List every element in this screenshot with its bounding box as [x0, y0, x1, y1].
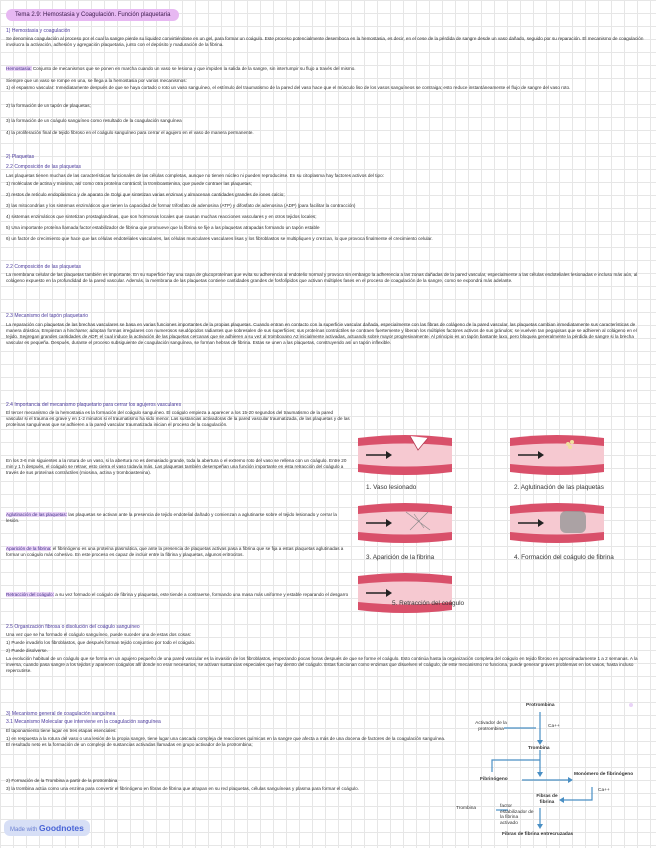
- retraccion-text: a su vez formado el coágulo de fibrina y plaquetas, este tiende a contraerse, formando una masa más uniforme y estable reparando el desgarro: [55, 592, 349, 597]
- node-protrombina: Protrombina: [526, 703, 555, 708]
- paragraph-aglutinacion: [6, 512, 351, 524]
- node-activador: Activador de la protrombina: [475, 721, 507, 732]
- coagulation-stages-figure: [356, 428, 654, 616]
- vessel-illustration-3: [358, 496, 452, 550]
- paragraph-tercer-mecanismo: El tercer mecanismo de la hemostasia es la formación del coágulo sanguíneo. El coágulo empieza a aparecer a los 15-20 segundos del traumatismo de la pared vascular si el trauma es grave y en 1-2 minutos si el traumatismo ha sido menor. Las sustancias activadoras de la pared vascular traumatizada, de las plaquetas y de las proteínas sanguíneas que se adhieren a la pared vascular traumatizada inician el proceso de la coagulación.: [6, 410, 350, 427]
- heading-mecanismo-general: 3) Mecanismo general de coagulación sanguínea: [6, 711, 116, 717]
- organizacion-item-2: 2) Puede disolverse.: [6, 648, 48, 653]
- hemostasia-line2: Siempre que un vaso se rompe en una, se llega a la hemostasia por varios mecanismos:: [6, 78, 187, 83]
- badge-brand: Goodnotes: [39, 823, 84, 833]
- plaquetas-item-3: 3) las mitocondrias y los sistemas enzimáticos que tienen la capacidad de formar trifosfato de adenosina (ATP) y difosfato de adenosina (ADP) (para facilitar la contracción): [6, 203, 356, 208]
- figure-label-3: 3. Aparición de la fibrina: [366, 554, 435, 561]
- heading-composicion-membrana: 2.2 Composición de las plaquetas: [6, 264, 82, 270]
- mecanismo-step-3: 3) la trombina actúa como una enzima para convertir el fibrinógeno en fibras de fibrina que atrapan en su red plaquetas, células sanguíneas y plasma para formar el coágulo.: [6, 786, 359, 791]
- heading-tapon-plaquetario: 2.3 Mecanismo del tapón plaquetario: [6, 313, 88, 319]
- paragraph-tapon: La reparación con plaquetas de las brechas vasculares se basa en varias funciones importantes de la propias plaquetas. Cuando entran en contacto con la superficie vascular dañada, especialmente con las fibras de colágeno de la pared vascular, las plaquetas cambian inmediatamente sus características de manera drástica. Empiezan a hincharse; adoptan formas irregulares con numerosos seudópodos radiantes que sobresalen de sus superficies; sus proteínas contráctiles se contraen fuertemente y liberan los múltiples factores activos de sus gránulos; se vuelven tan pegajosas que se adhieren al colágeno en el tejido. Segregan grandes cantidades de ADP, el cual induce la activación de las plaquetas cercanas que se adhieren a su vez al tromboxano A2 inicialmente activadas, actuando sobre mayor progresivamente. Al principio es un tapón bastante laxo, pero bloquea generalmente la pérdida de sangre si la brecha vascular es pequeña. Después, durante el proceso subsiguiente de coagulación sanguínea, se forman hebras de fibrina. Estas se unen a las plaquetas, construyendo así un tapón inflexible.: [6, 322, 637, 345]
- mecanismo-step-2: 2) Formación de la Trombina a partir de la protrombina: [6, 778, 118, 783]
- hemostasia-item-4: 4) la proliferación final de tejido fibroso en el coágulo sanguíneo para cerrar el agujero en el vaso de manera permanente.: [6, 130, 254, 135]
- organizacion-item-1: 1) Puede invadirlo los fibroblastos, que después forman tejido conjuntivo por todo el coágulo.: [6, 640, 196, 645]
- subheading-composicion: 2.2 Composición de las plaquetas: [6, 164, 82, 170]
- heading-importancia-mecanismo: 2.4 Importancia del mecanismo plaquetario para cerrar los agujeros vasculares: [6, 402, 182, 408]
- plaquetas-item-5: 5) Una importante proteína llamada factor estabilizador de fibrina que promueve que la fibrina se fije a las plaquetas atrapadas formando un tapón estable: [6, 225, 320, 230]
- label-aglutinacion: Aglutinación de las plaquetas:: [6, 512, 68, 517]
- label-aparicion-fibrina: Aparición de la fibrina:: [6, 546, 52, 551]
- vessel-illustration-1: [358, 428, 452, 482]
- paragraph-coagulacion: Se denomina coagulación al proceso por el cual la sangre pierde su liquidez convirtiéndose en un gel, para formar un coágulo. Este proceso potencialmente desemboca en la hemostasia, es decir, en el cese de la pérdida de sangre desde un vaso dañado, seguido por su reparación. El mecanismo de coagulación involucra la activación, adhesión y agregación plaquetaria, junto con el depósito y maduración de la fibrina.: [6, 36, 644, 47]
- vessel-illustration-4: [510, 496, 604, 550]
- node-trombina: Trombina: [528, 746, 550, 751]
- organizacion-line1: Una vez que se ha formado el coágulo sanguíneo, puede suceder una de estas dos cosas:: [6, 632, 192, 637]
- hemostasia-item-1: 1) el espasmo vascular: Inmediatamente después de que se haya cortado o roto un vaso sanguíneo, el estímulo del traumatismo de la pared del vaso hace que el músculo liso de los vasos sanguíneos se contraiga; esto reduce instantáneamente el flujo de sangre del vaso roto.: [6, 85, 571, 90]
- plaquetas-item-2: 2) restos de retículo endoplásmico y de aparato de Golgi que sintetizan varias enzimas y almacenan cantidades grandes de iones calcio;: [6, 192, 285, 197]
- hemostasia-definition: Conjunto de mecanismos que se ponen en marcha cuando un vaso se lesiona y que impiden la salida de la sangre, sin interrumpir su flujo a través del mismo.: [32, 66, 356, 71]
- heading-hemostasia-coagulacion: 1) Hemostasia y coagulación: [6, 28, 71, 34]
- coagulation-flow-diagram: [452, 702, 652, 844]
- node-ca2: Ca++: [598, 788, 610, 793]
- figure-label-5: 5. Retracción del coágulo: [392, 600, 465, 607]
- mecanismo-step-1: 1) en respuesta a la rotura del vaso o una lesión de la propia sangre, tiene lugar una cascada compleja de reacciones químicas en la sangre que afecta a más de una docena de factores de la coagulación sanguínea. El resultado neto es la formación de un complejo de sustancias activadas llamadas en grupo activador de la protrombina;: [6, 736, 446, 747]
- organizacion-paragraph: La evolución habitual de un coágulo que se forma en un agujero pequeño de una pared vascular es la invasión de los fibroblastos, empezando pocas horas después de que se forme el coágulo. Esto continúa hasta la organización completa del coágulo en tejido fibroso en aproximadamente 1 a 2 semanas. A la inversa, cuando pasa sangre a los tejidos y aparecen coágulos allí donde no eran necesarios, se activan sustancias especiales que hay dentro del coágulo. Estas funcionan como enzimas que disuelven el coágulo, de este mecanismo no funciona, puede generar graves problemas en los vasos, hasta incluso repercutirse.: [6, 656, 638, 673]
- plaquetas-item-4: 4) sistemas enzimáticos que sintetizan prostaglandinas, que son hormonas locales que causan muchas reacciones vasculares y en otros tejidos locales;: [6, 214, 317, 219]
- plaquetas-intro: Las plaquetas tienen muchas de las características funcionales de las células completas, aunque no tienen núcleo ni pueden reproducirse. En su citoplasma hay factores activos del tipo:: [6, 173, 384, 178]
- label-retraccion: Retracción del coágulo:: [6, 592, 55, 597]
- paragraph-retraccion: [6, 592, 351, 598]
- vessel-illustration-2: [510, 428, 604, 482]
- page-title: Tema 2.9: Hemostasia y Coagulación. Función plaquetaria: [6, 9, 179, 21]
- badge-made-with: Made with: [10, 827, 38, 833]
- heading-organizacion-fibrosa: 2.5 Organización fibrosa o disolución del coágulo sanguíneo: [6, 624, 140, 630]
- node-fibras: Fibras de fibrina: [536, 794, 558, 805]
- figure-label-2: 2. Aglutinación de las plaquetas: [514, 484, 604, 491]
- node-entrecruzadas: Fibras de fibrina entrecruzadas: [502, 832, 574, 837]
- node-monomero: Monómero de fibrinógeno: [574, 772, 634, 777]
- aglutinacion-text: las plaquetas se activan ante la presencia de tejido endotelial dañado y comienzan a aglutinarse sobre el tejido lesionado y cerrar la lesión.: [6, 512, 337, 523]
- vessel-illustration-5: [358, 566, 452, 620]
- label-hemostasia: Hemostasia:: [6, 66, 32, 71]
- figure-label-1: 1. Vaso lesionado: [366, 484, 417, 491]
- fibrina-text: el fibrinógeno es una proteína plasmática, que ante la presencia de plaquetas activas pasa a fibrina que se fija a estas plaquetas aglutinadas a formar un coágulo más cohesivo. En este proceso es capaz de incluir entre la fibrina y plaquetas, algunos eritrocitos.: [6, 546, 344, 557]
- node-ca: Ca++: [548, 724, 560, 729]
- hemostasia-item-2: 2) la formación de un tapón de plaquetas;: [6, 103, 91, 108]
- node-trombina2: Trombina: [456, 806, 477, 811]
- goodnotes-badge: [4, 820, 90, 836]
- plaquetas-item-6: 6) un factor de crecimiento que hace que las células endoteliales vasculares, las células musculares vasculares lisas y los fibroblastos se multipliquen y crezcan, lo que provoca finalmente el crecimiento celular.: [6, 236, 433, 241]
- paragraph-membrana: La membrana celular de las plaquetas también es importante. En su superficie hay una capa de glucoproteínas que evita su adherencia al endotelio normal y provoca sin embargo la adherencia a las zonas dañadas de la pared vascular, especialmente a las células endoteliales lesionadas e incluso más aún, al colágeno expuesto en la profundidad de la pared vascular. Además, la membrana de las plaquetas contiene cantidades grandes de fosfolípidos que activan múltiples fases en el proceso de coagulación de la sangre, como se expondrá más adelante.: [6, 272, 638, 283]
- hemostasia-item-3: 3) la formación de un coágulo sanguíneo como resultado de la coagulación sanguínea: [6, 118, 182, 123]
- paragraph-fibrina: [6, 546, 351, 558]
- plaquetas-item-1: 1) moléculas de actina y miosina, así como otra proteína contráctil, la tromboastenina, que puede contraer las plaquetas;: [6, 181, 252, 186]
- paragraph-hemostasia: [6, 66, 650, 72]
- paragraph-rotura-vaso: En los 3-6 min siguientes a la rotura de un vaso, si la abertura no es demasiado grande, toda la abertura o el extremo roto del vaso se rellena con un coágulo. Entre 20 min y 1 h después, el coágulo se retrae; esto cierra el vaso todavía más. Las plaquetas también desempeñan una función importante en esta retracción del coágulo a través de sus proteínas contráctiles (miosina, actina y tromboastenina).: [6, 458, 347, 475]
- figure-label-4: 4. Formación del coágulo de fibrina: [514, 554, 614, 561]
- node-fibrinogeno: Fibrinógeno: [480, 777, 508, 782]
- node-factor: factor estabilizador de la fibrina activado: [500, 804, 534, 826]
- subheading-mecanismo-molecular: 3.1 Mecanismo Molecular que interviene en la coagulación sanguínea: [6, 719, 161, 725]
- mecanismo-line1: El taponamiento tiene lugar en tres etapas esenciales:: [6, 728, 117, 733]
- heading-plaquetas: 2) Plaquetas: [6, 154, 35, 160]
